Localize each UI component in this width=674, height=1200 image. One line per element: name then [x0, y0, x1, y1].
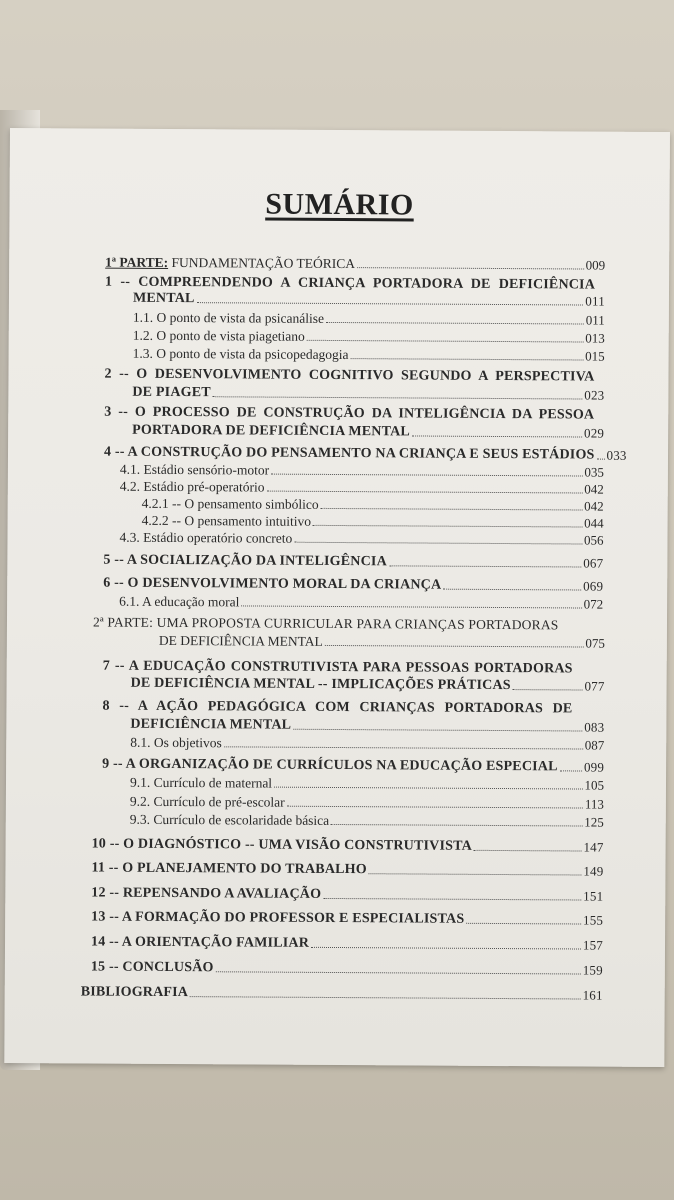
- toc-section-1-1: [133, 310, 605, 328]
- leader-dots: [325, 645, 584, 648]
- part-tag: 2ª PARTE:: [92, 614, 154, 630]
- leader-dots: [224, 746, 583, 749]
- leader-dots: [412, 435, 582, 437]
- toc-page-number: 042: [584, 481, 604, 497]
- toc-chapter-7: [131, 676, 605, 694]
- toc-label: 4 -- A CONSTRUÇÃO DO PENSAMENTO NA CRIANÇA E SEUS ESTÁDIOS: [103, 444, 595, 463]
- toc-label: UMA PROPOSTA CURRICULAR PARA CRIANÇAS PORTADORAS: [156, 614, 559, 633]
- leader-dots: [331, 824, 582, 827]
- toc-label: 4.1. Estádio sensório-motor: [119, 461, 270, 478]
- toc-chapter-1: [133, 291, 605, 309]
- leader-dots: [560, 770, 582, 771]
- toc-label: 9 -- A ORGANIZAÇÃO DE CURRÍCULOS NA EDUCAÇÃO ESPECIAL: [102, 756, 558, 775]
- toc-section-6-1: [119, 594, 603, 612]
- leader-dots: [369, 873, 581, 875]
- toc-chapter-6: [103, 576, 603, 594]
- toc-label: 12 -- REPENSANDO A AVALIAÇÃO: [91, 885, 322, 902]
- leader-dots: [321, 508, 583, 511]
- toc-label: 4.2.2 -- O pensamento intuitivo: [141, 512, 312, 529]
- page-title: SUMÁRIO: [265, 187, 414, 222]
- leader-dots: [474, 850, 582, 852]
- toc-chapter-9: [102, 757, 604, 775]
- toc-section-9-2: [130, 794, 604, 812]
- toc-label: 10 -- O DIAGNÓSTICO -- UMA VISÃO CONSTRUTIVISTA: [91, 836, 472, 854]
- toc-chapter-7-line1: 7 -- A EDUCAÇÃO CONSTRUTIVISTA PARA PESSOAS PORTADORAS: [102, 658, 573, 677]
- leader-dots: [241, 605, 581, 608]
- leader-dots: [357, 267, 584, 269]
- leader-dots: [323, 898, 581, 901]
- toc-label: MENTAL: [132, 290, 195, 307]
- toc-label: DEFICIÊNCIA MENTAL: [130, 716, 292, 733]
- toc-chapter-8: [130, 717, 604, 735]
- toc-page-number: 157: [582, 937, 604, 953]
- toc-page-number: 161: [582, 987, 603, 1003]
- toc-label: 11 -- O PLANEJAMENTO DO TRABALHO: [91, 860, 367, 878]
- toc-page-number: 083: [584, 719, 605, 735]
- toc-label: 15 -- CONCLUSÃO: [90, 959, 214, 976]
- leader-dots: [443, 589, 581, 591]
- toc-page-number: 042: [584, 498, 604, 514]
- leader-dots: [293, 729, 582, 732]
- toc-label: 6 -- O DESENVOLVIMENTO MORAL DA CRIANÇA: [103, 575, 442, 593]
- leader-dots: [216, 971, 581, 974]
- toc-page-number: 151: [583, 888, 604, 904]
- toc-section-4-2: [120, 479, 604, 497]
- toc-chapter-2: [132, 385, 604, 403]
- toc-page-number: 009: [585, 257, 606, 273]
- leader-dots: [213, 396, 582, 399]
- toc-page-number: 013: [585, 330, 605, 346]
- toc-page-number: 069: [583, 578, 604, 594]
- toc-part-1: [105, 255, 605, 273]
- toc-page-number: 147: [583, 839, 604, 855]
- toc-section-4-2-1: [142, 496, 604, 514]
- toc-page-number: 011: [585, 312, 605, 328]
- toc-label: BIBLIOGRAFIA: [80, 984, 189, 1001]
- toc-chapter-14: [91, 935, 603, 953]
- toc-label: 8.1. Os objetivos: [130, 734, 222, 751]
- toc-page-number: 044: [584, 515, 604, 531]
- leader-dots: [287, 806, 583, 809]
- toc-section-9-1: [130, 775, 604, 793]
- toc-page-number: 075: [585, 635, 605, 651]
- leader-dots: [266, 491, 582, 494]
- toc-page-number: 087: [584, 737, 605, 753]
- toc-section-1-3: [133, 346, 605, 364]
- toc-chapter-12: [91, 886, 603, 904]
- toc-page-number: 072: [583, 596, 604, 612]
- toc-label: PORTADORA DE DEFICIÊNCIA MENTAL: [132, 422, 411, 440]
- leader-dots: [271, 474, 582, 477]
- toc-label: 1.1. O ponto de vista da psicanálise: [132, 309, 325, 326]
- toc-part-2-line1: [93, 615, 593, 634]
- toc-page-number: 056: [583, 532, 604, 548]
- toc-label: 6.1. A educação moral: [119, 593, 240, 610]
- leader-dots: [389, 565, 581, 567]
- toc-label: DE DEFICIÊNCIA MENTAL: [158, 632, 323, 649]
- toc-page-number: 155: [583, 912, 604, 928]
- toc-page-number: 149: [583, 863, 604, 879]
- toc-chapter-11: [91, 861, 603, 879]
- toc-label: 1.2. O ponto de vista piagetiano: [132, 327, 305, 344]
- toc-chapter-2-line1: 2 -- O DESENVOLVIMENTO COGNITIVO SEGUNDO A PERSPECTIVA: [104, 366, 595, 385]
- toc-page-number: 015: [585, 348, 605, 364]
- toc-page-number: 029: [583, 425, 605, 441]
- toc-page-number: 067: [583, 555, 604, 571]
- toc-label: 14 -- A ORIENTAÇÃO FAMILIAR: [90, 934, 310, 951]
- toc-label: 4.3. Estádio operatório concreto: [119, 529, 293, 546]
- leader-dots: [466, 923, 581, 925]
- toc-chapter-5: [103, 553, 603, 571]
- toc-page-number: 077: [584, 678, 605, 694]
- part-tag: 1ª PARTE:: [105, 254, 169, 270]
- toc-label: 5 -- A SOCIALIZAÇÃO DA INTELIGÊNCIA: [103, 552, 387, 570]
- toc-chapter-8-line1: 8 -- A AÇÃO PEDAGÓGICA COM CRIANÇAS PORTADORAS DE: [102, 698, 573, 717]
- toc-chapter-3-line1: 3 -- O PROCESSO DE CONSTRUÇÃO DA INTELIGÊNCIA DA PESSOA: [104, 404, 595, 423]
- leader-dots: [190, 996, 580, 999]
- toc-label: 9.2. Currículo de pré-escolar: [129, 793, 285, 810]
- leader-dots: [311, 947, 581, 950]
- toc-chapter-10: [92, 837, 604, 855]
- leader-dots: [597, 459, 605, 460]
- toc-bibliography: [81, 984, 603, 1002]
- leader-dots: [313, 525, 582, 528]
- toc-label: 4.2. Estádio pré-operatório: [119, 478, 265, 495]
- leader-dots: [513, 689, 583, 690]
- toc-chapter-3: [132, 423, 604, 441]
- toc-page-number: 159: [582, 962, 603, 978]
- toc-label: 4.2.1 -- O pensamento simbólico: [141, 495, 319, 512]
- leader-dots: [326, 322, 584, 325]
- toc-page-number: 105: [584, 777, 605, 793]
- toc-label: 1.3. O ponto de vista da psicopedagogia: [132, 345, 349, 363]
- toc-label: DE DEFICIÊNCIA MENTAL -- IMPLICAÇÕES PRÁTICAS: [130, 675, 511, 694]
- toc-label: DE PIAGET: [132, 384, 211, 401]
- toc-section-9-3: [130, 812, 604, 830]
- toc-section-4-3: [119, 530, 603, 548]
- leader-dots: [274, 787, 582, 790]
- toc-page-number: 023: [584, 387, 605, 403]
- toc-page-number: 011: [585, 293, 605, 309]
- toc-section-4-1: [120, 462, 604, 480]
- leader-dots: [351, 358, 584, 360]
- toc-label: 9.3. Currículo de escolaridade básica: [129, 811, 330, 828]
- toc-page-number: 033: [606, 447, 627, 463]
- toc-section-4-2-2: [142, 513, 604, 531]
- toc-part-2: [159, 633, 605, 651]
- toc-chapter-1-line1: 1 -- COMPREENDENDO A CRIANÇA PORTADORA DE DEFICIÊNCIA: [105, 274, 596, 293]
- toc-page-number: 099: [583, 759, 605, 775]
- toc-page-number: 125: [584, 814, 604, 830]
- toc-label: FUNDAMENTAÇÃO TEÓRICA: [171, 254, 356, 272]
- toc-label: 13 -- A FORMAÇÃO DO PROFESSOR E ESPECIALISTAS: [91, 909, 465, 927]
- leader-dots: [307, 340, 583, 343]
- toc-section-1-2: [133, 328, 605, 346]
- document-page: [4, 128, 670, 1067]
- toc-page-number: 035: [584, 464, 604, 480]
- toc-chapter-4: [103, 444, 627, 463]
- toc-label: 9.1. Currículo de maternal: [129, 774, 273, 791]
- leader-dots: [197, 302, 584, 305]
- toc-page-number: 113: [584, 796, 604, 812]
- leader-dots: [294, 542, 582, 545]
- toc-section-8-1: [130, 735, 604, 753]
- toc-chapter-15: [91, 960, 603, 978]
- toc-chapter-13: [91, 910, 603, 928]
